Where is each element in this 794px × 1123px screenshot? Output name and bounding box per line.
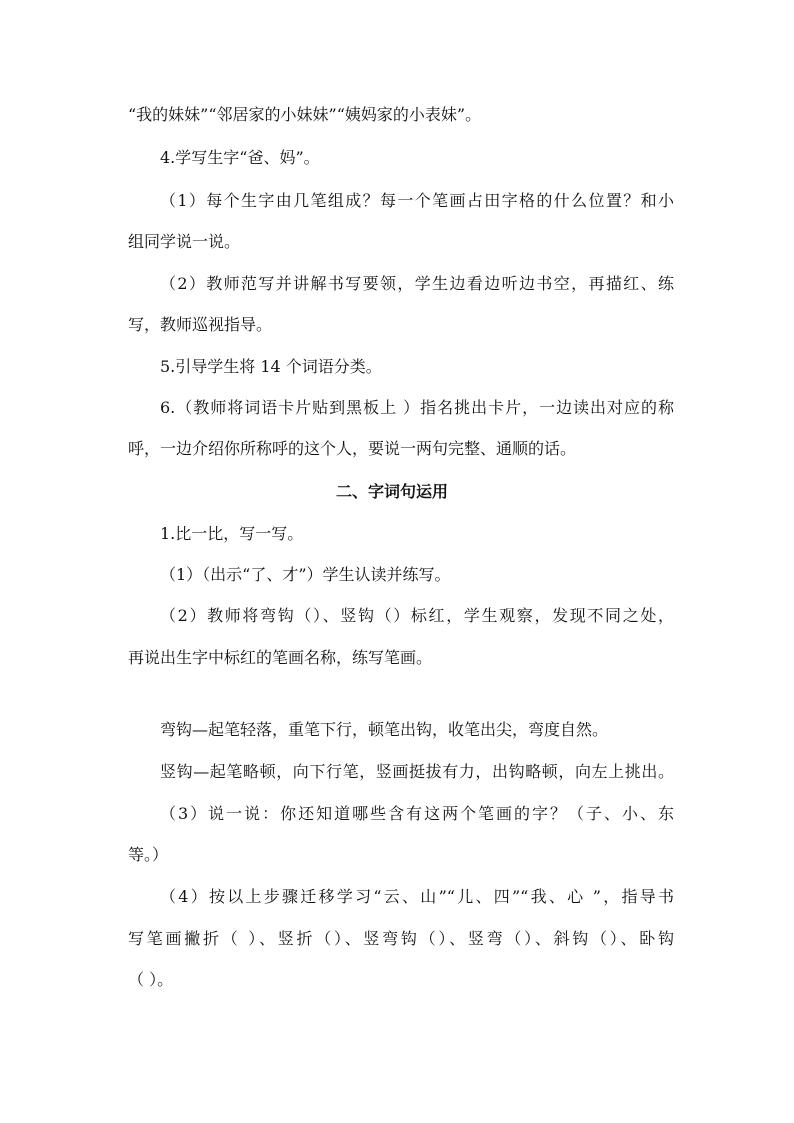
paragraph-line-5: （2）教师范写并讲解书写要领，学生边看边听边书空，再描红、练 [160,274,674,293]
paragraph-line-19: （4）按以上步骤迁移学习“云、山”“儿、四”“我、心 ”，指导书 [160,887,674,906]
paragraph-line-3: （1）每个生字由几笔组成？每一个笔画占田字格的什么位置？和小 [160,191,674,210]
paragraph-line-20: 写笔画撇折（ ）、竖折（）、竖弯钩（）、竖弯（）、斜钩（）、卧钩 [128,929,674,948]
paragraph-line-11: 1.比一比，写一写。 [160,524,304,543]
section-heading: 二、字词句运用 [336,482,449,501]
paragraph-line-6: 写，教师巡视指导。 [128,315,273,334]
paragraph-line-18: 等。） [128,845,169,864]
paragraph-line-9: 呼，一边介绍你所称呼的这个人，要说一两句完整、通顺的话。 [128,439,577,458]
paragraph-line-17: （3）说一说：你还知道哪些含有这两个笔画的字？（子、小、东 [160,804,674,823]
paragraph-line-21: （ ）。 [128,970,174,989]
paragraph-line-15: 弯钩—起笔轻落，重笔下行，顿笔出钩，收笔出尖，弯度自然。 [160,720,609,739]
paragraph-line-14: 再说出生字中标红的笔画名称，练写笔画。 [128,648,433,667]
paragraph-line-12: （1）（出示“了、才”）学生认读并练写。 [160,565,451,584]
paragraph-line-13: （2）教师将弯钩（）、竖钩（）标红，学生观察，发现不同之处， [160,606,674,625]
paragraph-line-1: “我的妹妹”“邻居家的小妹妹”“姨妈家的小表妹”。 [128,105,482,124]
paragraph-line-4: 组同学说一说。 [128,232,241,251]
paragraph-line-7: 5.引导学生将 14 个词语分类。 [160,357,382,376]
paragraph-line-16: 竖钩—起笔略顿，向下行笔，竖画挺拔有力，出钩略顿，向左上挑出。 [160,762,674,781]
paragraph-line-8: 6.（教师将词语卡片贴到黑板上 ）指名挑出卡片，一边读出对应的称 [160,398,674,417]
paragraph-line-2: 4.学写生字“爸、妈”。 [160,148,320,167]
